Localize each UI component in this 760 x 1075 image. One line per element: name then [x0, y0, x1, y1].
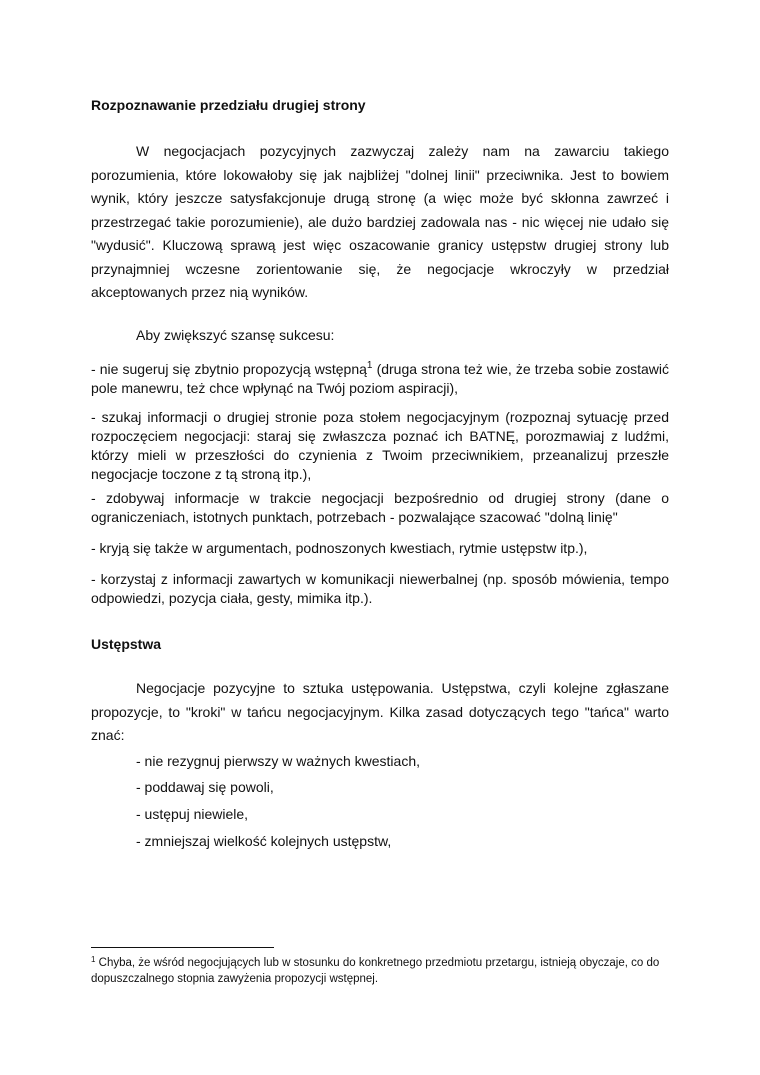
footnote-reference[interactable]: 1: [366, 360, 373, 371]
list-item-text: (druga strona też wie, że trzeba sobie zostawić pole manewru, też chce wpłynąć na Twój poziom aspiracji),: [91, 361, 670, 396]
footnote-divider: [91, 947, 274, 948]
list-item: [91, 360, 669, 398]
section-heading-range: Rozpoznawanie przedziału drugiej strony: [91, 97, 366, 113]
rule-item: - ustępuj niewiele,: [136, 806, 249, 822]
rule-item: - nie rezygnuj pierwszy w ważnych kwestiach,: [136, 753, 420, 769]
list-item: - szukaj informacji o drugiej stronie poza stołem negocjacyjnym (rozpoznaj sytuację przed rozpoczęciem negocjacji: staraj się zwłaszcza poznać ich BATNĘ, porozmawiaj z ludźmi, którzy mieli w przeszłości do czynienia z Twoim przeciwnikiem, przeanalizuj przeszłe negocjacje toczone z tą stroną itp.),: [91, 409, 669, 482]
list-item: - korzystaj z informacji zawartych w komunikacji niewerbalnej (np. sposób mówienia, tempo odpowiedzi, pozycja ciała, gesty, mimika itp.).: [91, 571, 669, 606]
footnote-number: 1: [91, 955, 96, 964]
concessions-paragraph: Negocjacje pozycyjne to sztuka ustępowania. Ustępstwa, czyli kolejne zgłaszane propozycje, to "kroki" w tańcu negocjacyjnym. Kilka zasad dotyczących tego "tańca" warto znać:: [91, 680, 669, 743]
section-heading-concessions: Ustępstwa: [91, 636, 162, 652]
rule-item: - poddawaj się powoli,: [136, 779, 274, 795]
list-item-text: - nie sugeruj się zbytnio propozycją wstępną: [91, 361, 367, 377]
footnote: [91, 955, 671, 987]
list-item: - kryją się także w argumentach, podnoszonych kwestiach, rytmie ustępstw itp.),: [91, 540, 588, 556]
rule-item: - zmniejszaj wielkość kolejnych ustępstw,: [136, 833, 392, 849]
intro-paragraph: W negocjacjach pozycyjnych zazwyczaj zależy nam na zawarciu takiego porozumienia, które lokowałoby się jak najbliżej "dolnej linii" przeciwnika. Jest to bowiem wynik, który jeszcze satysfakcjonuje drugą stronę (a więc może być skłonna zawrzeć i przestrzegać takie porozumienie), ale dużo bardziej zadowala nas - nic więcej nie udało się "wydusić". Kluczową sprawą jest więc oszacowanie granicy ustępstw drugiej strony lub przynajmniej wczesne zorientowanie się, że negocjacje wkroczyły w przedział akceptowanych przez nią wyników.: [91, 143, 669, 300]
list-item: - zdobywaj informacje w trakcie negocjacji bezpośrednio od drugiej strony (dane o ograniczeniach, istotnych punktach, potrzebach - pozwalające szacować "dolną linię": [91, 490, 669, 525]
footnote-text: Chyba, że wśród negocjujących lub w stosunku do konkretnego przedmiotu przetargu, istnieją obyczaje, co do dopuszczalnego stopnia zawyżenia propozycji wstępnej.: [91, 957, 660, 985]
success-lead: Aby zwiększyć szansę sukcesu:: [136, 327, 335, 343]
